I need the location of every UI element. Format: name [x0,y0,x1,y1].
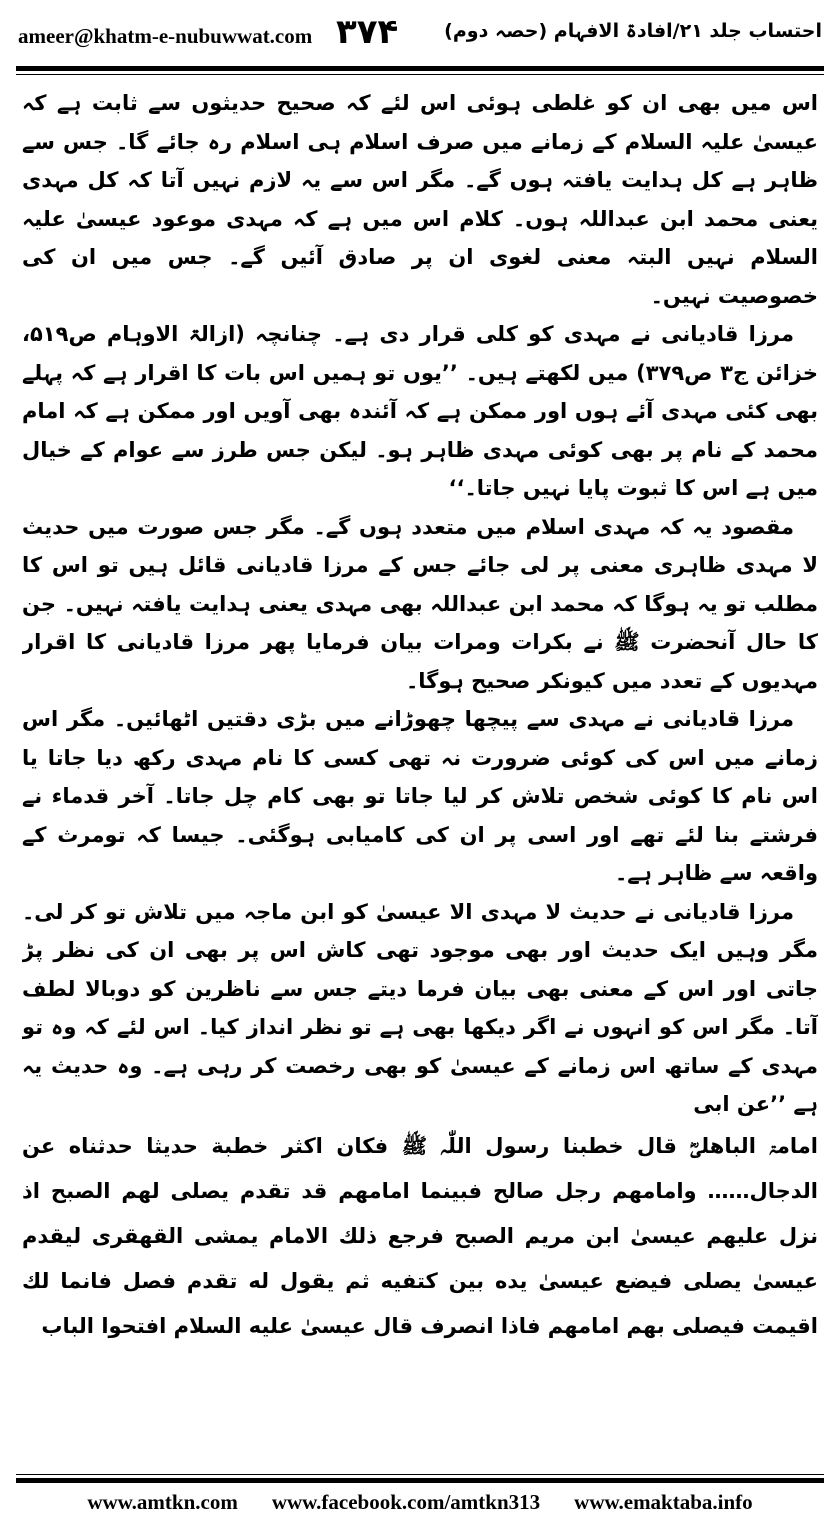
footer-link-facebook[interactable]: www.facebook.com/amtkn313 [271,1490,541,1514]
arabic-hadith-quote: امامۃ الباهلیؓ قال خطبنا رسول اللّٰہ ﷺ فکان اکثر خطبة حدیثا حدثناه عن الدجال…… وامامهم رجل صالح فبینما امامهم قد تقدم یصلی لهم الصبح اذ نزل علیهم عیسیٰ ابن مریم الصبح فرجع ذلك الامام یمشی القهقری لیقدم عیسیٰ یصلی فیضع عیسیٰ یده بین کتفیه ثم یقول له تقدم فصل فانما لك اقیمت فیصلی بهم امامهم فاذا انصرف قال عیسیٰ علیه السلام افتحوا الباب [22,1133,818,1338]
header-email[interactable]: ameer@khatm-e-nubuwwat.com [18,24,313,48]
paragraph: مقصود یہ کہ مہدی اسلام میں متعدد ہوں گے۔ مگر جس صورت میں حدیث لا مہدی ظاہری معنی پر لی جائے جس کے مرزا قادیانی قائل ہیں تو اس کا مطلب تو یہ ہوگا کہ محمد ابن عبداللہ بھی مہدی یعنی ہدایت یافتہ نہیں۔ جن کا حال آنحضرت ﷺ نے بکرات ومرات بیان فرمایا پھر مرزا قادیانی کا اقرار مہدیوں کے تعدد میں کیونکر صحیح ہوگا۔ [22,514,818,693]
footer-divider-thick [16,1478,824,1483]
footer-link-amtkn[interactable]: www.amtkn.com [87,1490,238,1514]
page-body [22,84,818,1460]
header-divider-thick [16,66,824,71]
page-footer [0,1490,840,1532]
book-title: احتساب جلد ۲۱/افادۃ الافہام (حصہ دوم) [444,20,822,42]
paragraph: مرزا قادیانی نے حدیث لا مہدی الا عیسیٰ کو ابن ماجہ میں تلاش تو کر لی۔ مگر وہیں ایک حدیث اور بھی موجود تھی کاش اس پر بھی ان کی نظر پڑ جاتی اور اس کے معنی بھی بیان فرما دیتے جس سے ناظرین کو دوبالا لطف آتا۔ مگر اس کو انہوں نے اگر دیکھا بھی ہے تو نظر انداز کیا۔ اس لئے کہ وہ تو مہدی کے ساتھ اس زمانے کے عیسیٰ کو بھی رخصت کر رہی ہے۔ وہ حدیث یہ ہے ’’عن ابی [22,899,818,1116]
page-number: ۳۷۴ [336,12,399,52]
footer-divider-thin [16,1474,824,1475]
paragraph: اس میں بھی ان کو غلطی ہوئی اس لئے کہ صحیح حدیثوں سے ثابت ہے کہ عیسیٰ علیہ السلام کے زمانے میں صرف اسلام ہی اسلام رہ جائے گا۔ جس سے ظاہر ہے کل ہدایت یافتہ ہوں گے۔ مگر اس سے یہ لازم نہیں آتا کہ کل مہدی یعنی محمد ابن عبداللہ ہوں۔ کلام اس میں ہے کہ مہدی موعود عیسیٰ علیہ السلام نہیں البتہ معنی لغوی ان پر صادق آئیں گے۔ جس میں ان کی خصوصیت نہیں۔ [22,91,818,308]
page-header [18,8,822,64]
header-divider-thin [16,74,824,75]
paragraph: مرزا قادیانی نے مہدی سے پیچھا چھوڑانے میں بڑی دقتیں اٹھائیں۔ مگر اس زمانے میں اس کی کوئی ضرورت نہ تھی کسی کا نام مہدی رکھ دیا جاتا یا اس نام کا کوئی شخص تلاش کر لیا جاتا تو بھی کام چل جاتا۔ آخر قدماء نے فرشتے بنا لئے تھے اور اسی پر ان کی کامیابی ہوگئی۔ جیسا کہ تومرث کے واقعہ سے ظاہر ہے۔ [22,707,818,885]
footer-link-emaktaba[interactable]: www.emaktaba.info [574,1490,753,1514]
paragraph: مرزا قادیانی نے مہدی کو کلی قرار دی ہے۔ چنانچہ (ازالۃ الاوہام ص۵۱۹، خزائن ج۳ ص۳۷۹) میں لکھتے ہیں۔ ’’یوں تو ہمیں اس بات کا اقرار ہے کہ پہلے بھی کئی مہدی آئے ہوں اور ممکن ہے کہ آئندہ بھی آویں اور ممکن ہے کہ امام محمد کے نام پر بھی کوئی مہدی ظاہر ہو۔ لیکن جس طرز سے عوام کے خیال میں ہے اس کا ثبوت پایا نہیں جاتا۔‘‘ [22,322,818,500]
